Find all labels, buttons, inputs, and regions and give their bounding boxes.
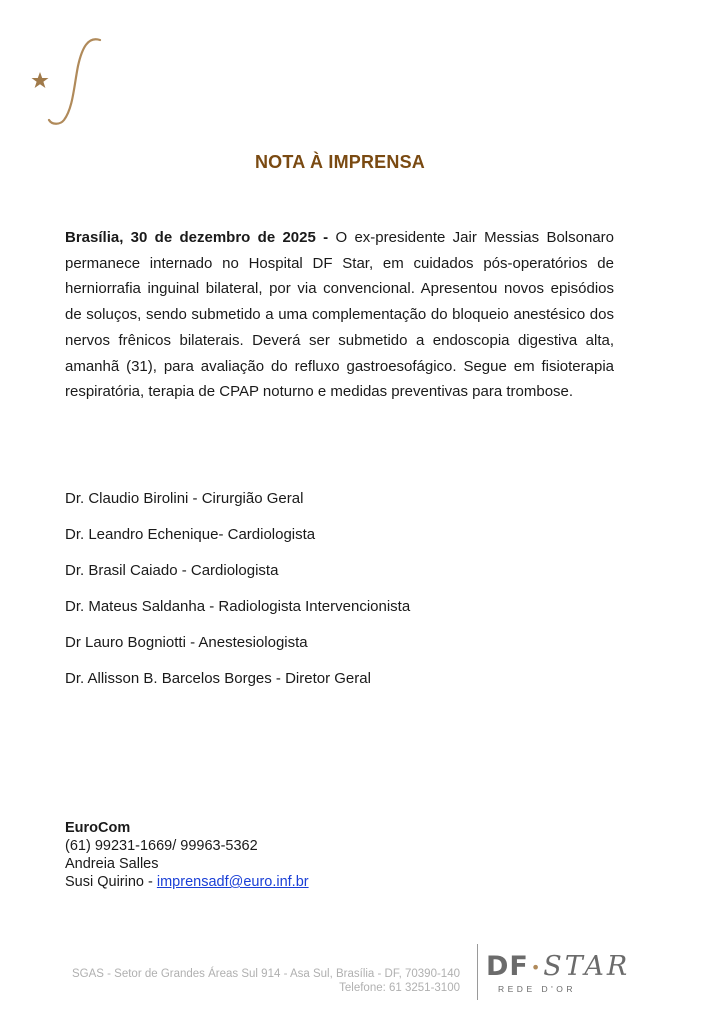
contact-org: EuroCom	[65, 820, 131, 836]
body-paragraph: O ex-presidente Jair Messias Bolsonaro permanece internado no Hospital DF Star, em cuidados pós-operatórios de herniorrafia inguinal bilateral, por via convencional. Apresentou novos episódios de soluços, sendo submetido a uma complementação do bloqueio anestésico dos nervos frênicos bilaterais. Deverá ser submetido a endoscopia digestiva alta, amanhã (31), para avaliação do refluxo gastroesofágico. Segue em fisioterapia respiratória, terapia de CPAP noturno e medidas preventivas para trombose.	[65, 229, 614, 401]
signature-line: Dr. Allisson B. Barcelos Borges - Diretor Geral	[65, 670, 371, 687]
brand-df: DF	[486, 951, 529, 982]
press-release-body	[65, 225, 614, 405]
signature-line: Dr. Mateus Saldanha - Radiologista Intervencionista	[65, 598, 411, 615]
brand-star: STAR	[543, 951, 631, 982]
contact-person-email-line	[65, 873, 309, 891]
contact-person: Andreia Salles	[65, 856, 159, 872]
contact-person: Susi Quirino -	[65, 874, 157, 890]
press-contact	[65, 819, 309, 891]
footer-address	[72, 967, 460, 995]
phone-line: Telefone: 61 3251-3100	[339, 982, 460, 994]
dateline: Brasília, 30 de dezembro de 2025 -	[65, 229, 329, 246]
star-integral-logo-icon	[26, 36, 106, 126]
brand-sub: REDE D'OR	[498, 983, 576, 994]
brand-dot-icon: •	[530, 957, 542, 977]
email-link[interactable]: imprensadf@euro.inf.br	[156, 874, 309, 890]
page-title: NOTA À IMPRENSA	[254, 152, 425, 172]
signature-list	[65, 489, 625, 705]
signature-line: Dr. Claudio Birolini - Cirurgião Geral	[65, 490, 304, 507]
signature-line: Dr Lauro Bogniotti - Anestesiologista	[65, 634, 308, 651]
footer-divider	[477, 944, 478, 1000]
signature-line: Dr. Leandro Echenique- Cardiologista	[65, 526, 316, 543]
address-line: SGAS - Setor de Grandes Áreas Sul 914 - Asa Sul, Brasília - DF, 70390-140	[71, 968, 460, 980]
signature-line: Dr. Brasil Caiado - Cardiologista	[65, 562, 279, 579]
df-star-logo	[486, 951, 631, 1000]
contact-phones: (61) 99231-1669/ 99963-5362	[65, 838, 258, 854]
